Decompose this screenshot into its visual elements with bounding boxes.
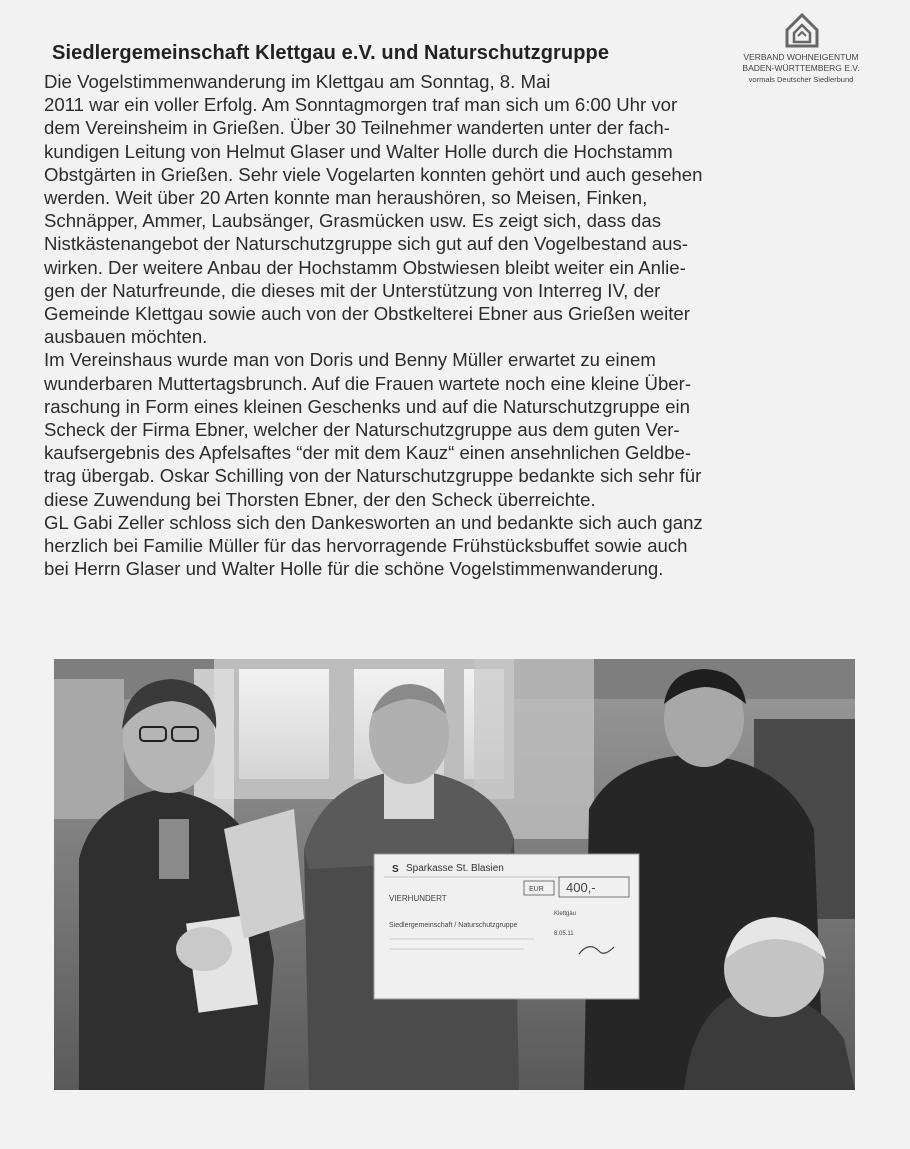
article-line: Obstgärten in Grießen. Sehr viele Vogelarten konnten gehört und auch gesehen — [44, 163, 703, 185]
cheque — [374, 854, 639, 999]
logo-line-2: BADEN-WÜRTTEMBERG E.V. — [742, 63, 860, 73]
article-body — [44, 70, 860, 580]
cheque-amount-words: VIERHUNDERT — [389, 894, 447, 903]
cheque-currency: EUR — [529, 886, 544, 893]
cheque-date: 8.05.11 — [554, 931, 574, 937]
article-line: raschung in Form eines kleinen Geschenks und auf die Naturschutzgruppe ein — [44, 395, 690, 417]
article-headline: Siedlergemeinschaft Klettgau e.V. und Naturschutzgruppe — [52, 42, 610, 64]
group-photo — [54, 659, 855, 1090]
article-line: kaufsergebnis des Apfelsaftes “der mit dem Kauz“ einen ansehnlichen Geldbe- — [44, 442, 692, 464]
article-line: werden. Weit über 20 Arten konnte man heraushören, so Meisen, Finken, — [44, 187, 648, 209]
article-line: wunderbaren Muttertagsbrunch. Auf die Frauen wartete noch eine kleine Über- — [44, 372, 692, 394]
bank-logo-icon: S — [392, 864, 399, 875]
article-line: GL Gabi Zeller schloss sich den Dankesworten an und bedankte sich auch ganz — [44, 511, 703, 533]
article-line: gen der Naturfreunde, die dieses mit der Unterstützung von Interreg IV, der — [44, 279, 661, 301]
house-icon — [784, 12, 820, 48]
article-line: herzlich bei Familie Müller für das hervorragende Frühstücksbuffet sowie auch — [44, 535, 688, 557]
article-line: Nistkästenangebot der Naturschutzgruppe sich gut auf den Vogelbestand aus- — [44, 233, 688, 255]
article-line: trag übergab. Oskar Schilling von der Naturschutzgruppe bedankte sich sehr für — [44, 465, 702, 487]
photo-illustration — [54, 659, 855, 1090]
article-line: dem Vereinsheim in Grießen. Über 30 Teilnehmer wanderten unter der fach- — [44, 117, 670, 139]
cheque-place: Klettgau — [554, 911, 577, 917]
article-line: Schnäpper, Ammer, Laubsänger, Grasmücken usw. Es zeigt sich, dass das — [44, 210, 662, 232]
cheque-payee: Siedlergemeinschaft / Naturschutzgruppe — [389, 922, 518, 929]
article-line: diese Zuwendung bei Thorsten Ebner, der den Scheck überreichte. — [44, 488, 596, 510]
article-line: ausbauen möchten. — [44, 326, 208, 348]
cheque-bank-name: Sparkasse St. Blasien — [406, 863, 504, 874]
article-line: bei Herrn Glaser und Walter Holle für die schöne Vogelstimmenwanderung. — [44, 558, 664, 580]
article-line: Die Vogelstimmenwanderung im Klettgau am Sonntag, 8. Mai — [44, 71, 551, 92]
article-line: 2011 war ein voller Erfolg. Am Sonntagmorgen traf man sich um 6:00 Uhr vor — [44, 94, 678, 116]
article-line: Im Vereinshaus wurde man von Doris und Benny Müller erwartet zu einem — [44, 349, 656, 371]
article-line: Gemeinde Klettgau sowie auch von der Obstkelterei Ebner aus Grießen weiter — [44, 303, 690, 325]
logo-line-1: VERBAND WOHNEIGENTUM — [743, 52, 859, 62]
logo-line-3: vormals Deutscher Siedlerbund — [748, 75, 854, 84]
article-line: Scheck der Firma Ebner, welcher der Naturschutzgruppe aus dem guten Ver- — [44, 419, 680, 441]
article-line: wirken. Der weitere Anbau der Hochstamm Obstwiesen bleibt weiter ein Anlie- — [44, 256, 686, 278]
article-line: kundigen Leitung von Helmut Glaser und Walter Holle durch die Hochstamm — [44, 140, 673, 162]
cheque-amount: 400,- — [566, 880, 596, 895]
